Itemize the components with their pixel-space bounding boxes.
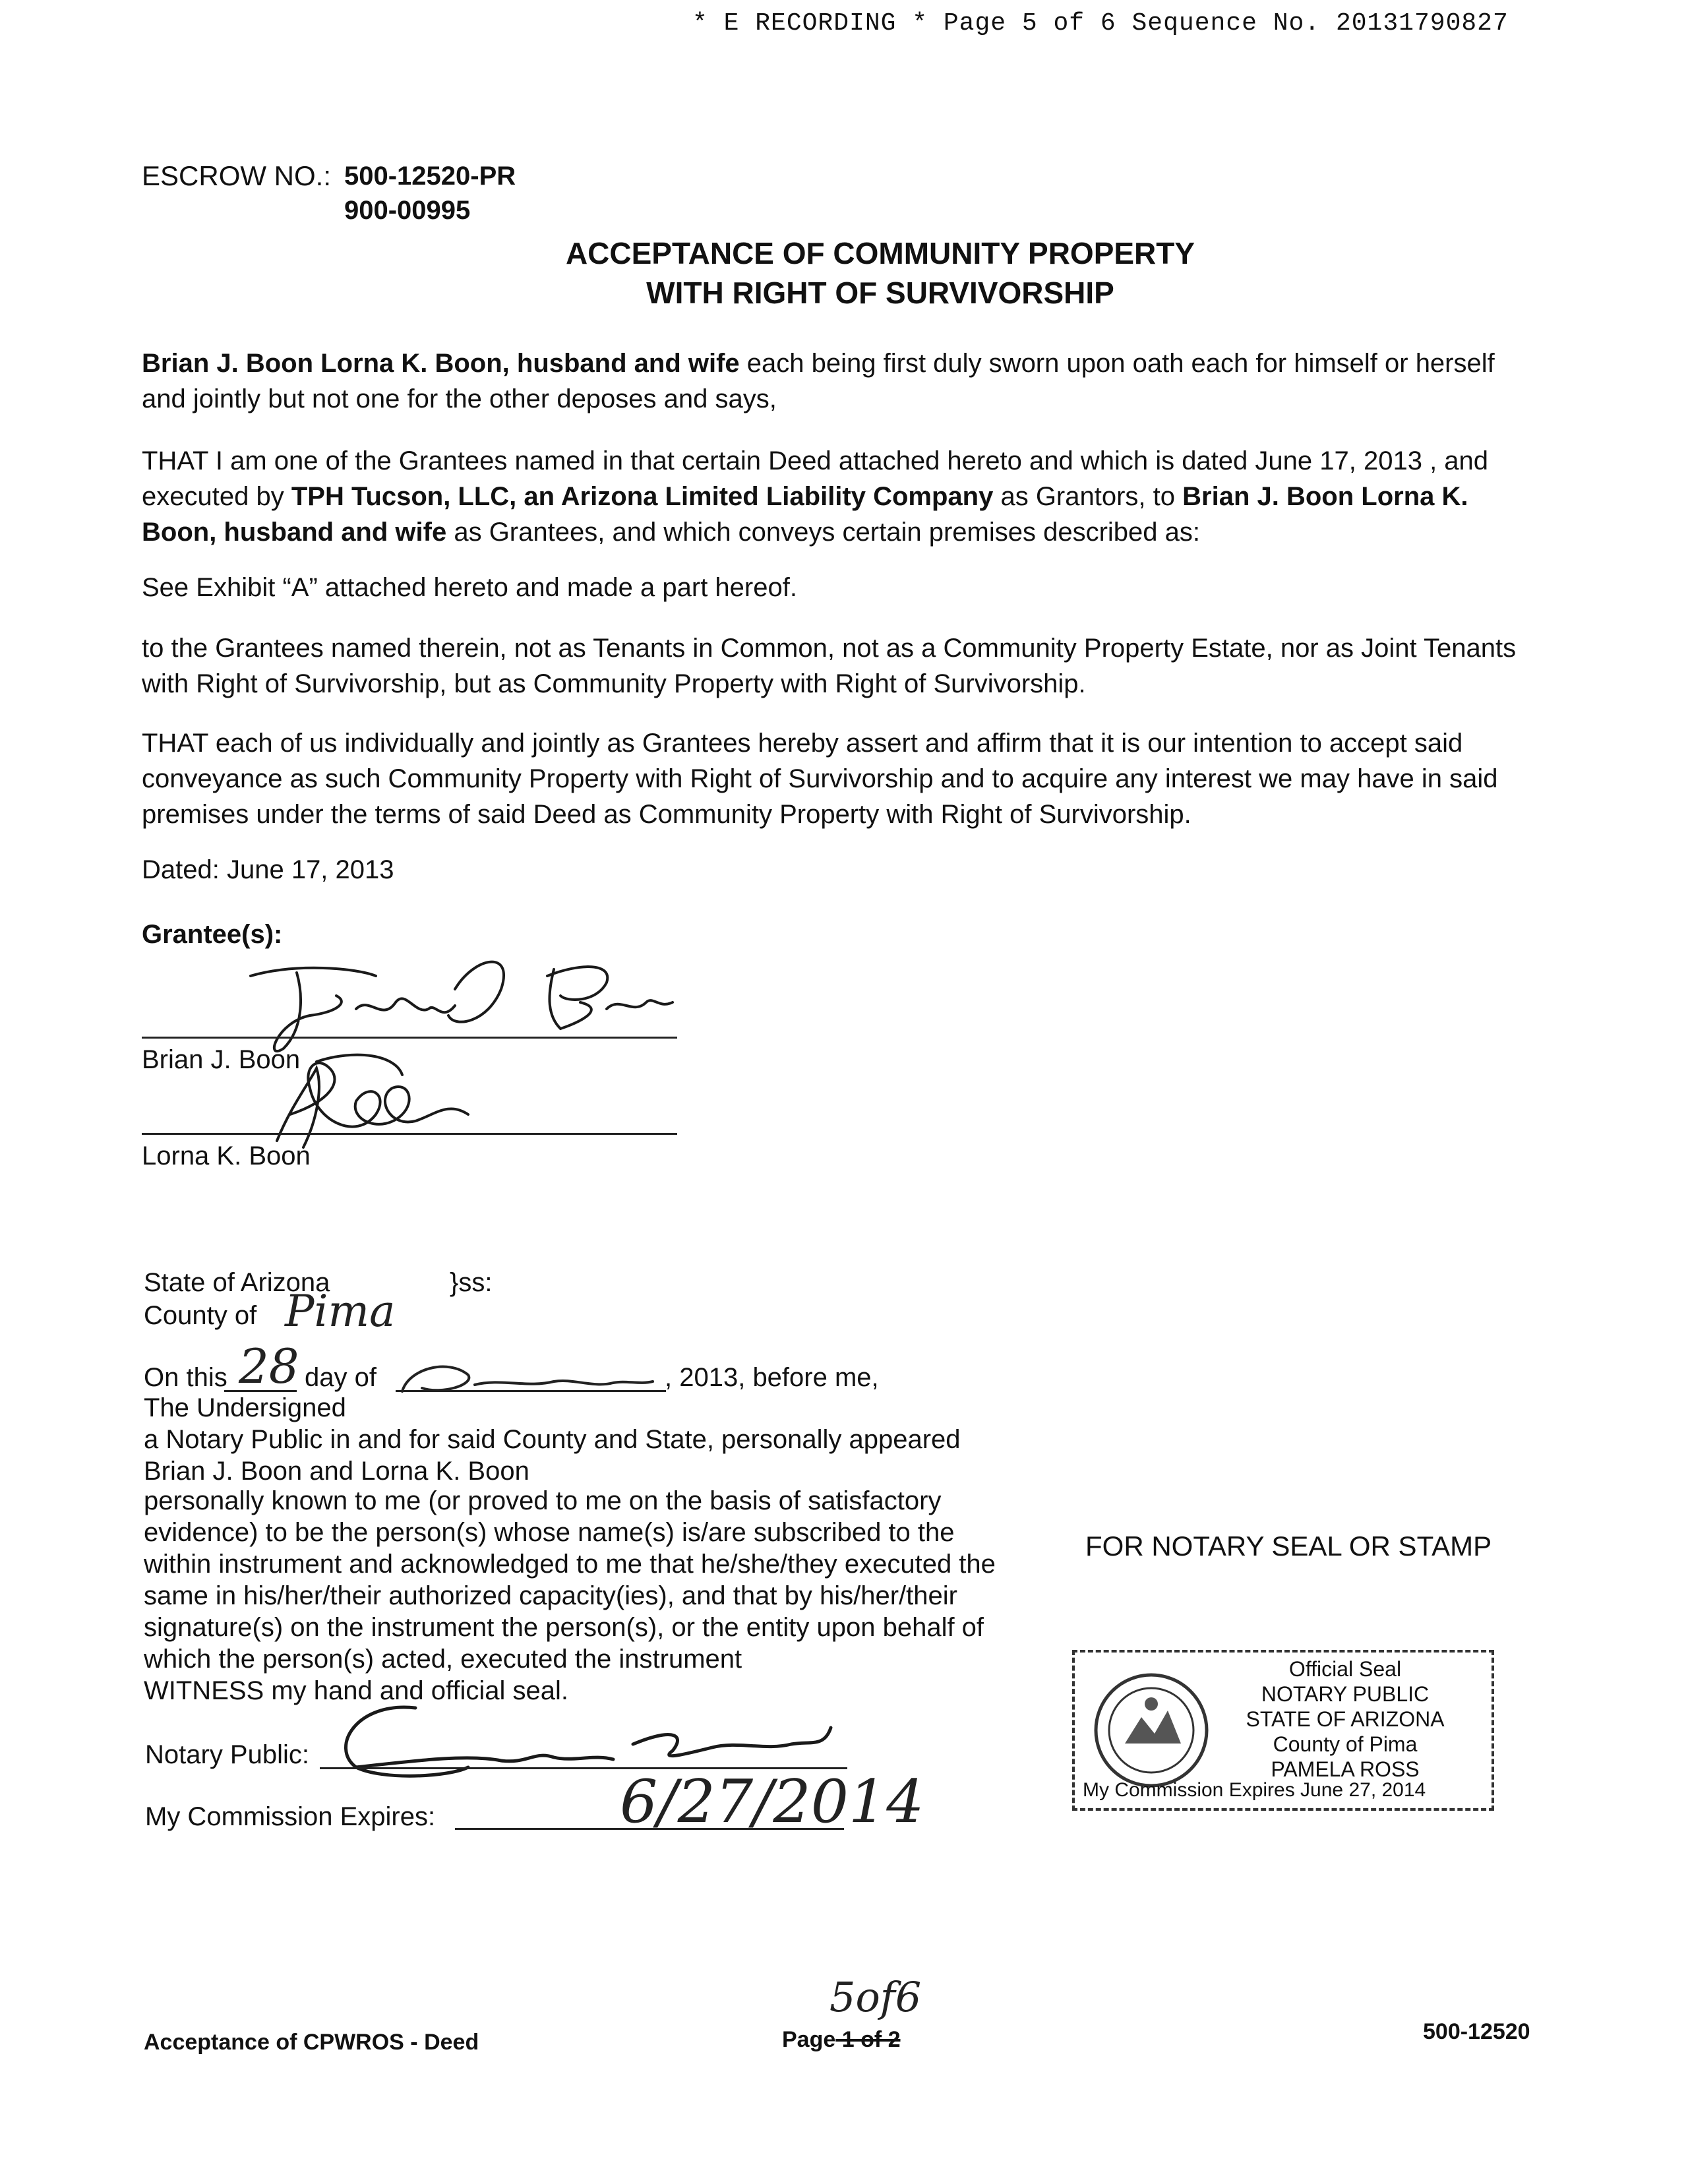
paragraph-affirm: THAT each of us individually and jointly as Grantees hereby assert and affirm that it is our intention to accept said conveyance as such Community Property with Right of Survivorship and to acquire any interest we may have in said premises under the terms of said Deed as Community Property with Right of Survivorship.: [142, 729, 1498, 829]
paragraph-exhibit: See Exhibit “A” attached hereto and made a part hereof.: [142, 573, 797, 602]
seal-heading: FOR NOTARY SEAL OR STAMP: [1085, 1531, 1492, 1562]
notary-appeared-line: a Notary Public in and for said County and State, personally appeared: [144, 1425, 961, 1454]
seal-line: Official Seal: [1288, 1657, 1402, 1681]
signer-name-brian: Brian J. Boon: [142, 1045, 301, 1074]
footer-page-prefix: Page: [782, 2027, 836, 2052]
notary-body-line: evidence) to be the person(s) whose name(s) is/are subscribed to the: [144, 1518, 955, 1547]
escrow-number-secondary: 900-00995: [344, 196, 471, 225]
notary-body-line: signature(s) on the instrument the person(s), or the entity upon behalf of: [144, 1613, 984, 1642]
notary-seal-stamp: [1072, 1650, 1494, 1811]
footer-page-struck: 1 of 2: [835, 2027, 901, 2052]
grantor-name-bold: TPH Tucson, LLC, an Arizona Limited Liability Company: [291, 482, 994, 511]
notary-day-handwritten: 28: [239, 1339, 299, 1394]
arizona-state-seal-icon: [1092, 1671, 1211, 1790]
handwritten-page-number: 5of6: [829, 1973, 922, 2021]
grantees-heading: Grantee(s):: [142, 920, 283, 949]
seal-commission-line: My Commission Expires June 27, 2014: [1083, 1779, 1426, 1801]
commission-expires-line: [455, 1828, 844, 1830]
commission-expires-label: My Commission Expires:: [145, 1802, 436, 1831]
signature-line-brian: [142, 1037, 677, 1039]
notary-body-line: personally known to me (or proved to me on the basis of satisfactory: [144, 1486, 942, 1515]
notary-state: State of Arizona: [144, 1268, 330, 1297]
commission-expires-handwritten: 6/27/2014: [620, 1767, 924, 1836]
escrow-label: ESCROW NO.:: [142, 160, 332, 191]
notary-year-text: , 2013, before me,: [665, 1363, 879, 1392]
notary-month-scribble: [396, 1355, 659, 1401]
notary-public-label: Notary Public:: [145, 1740, 309, 1769]
notary-ss: }ss:: [450, 1268, 493, 1297]
footer-right: 500-12520: [1423, 2019, 1530, 2044]
notary-county-handwritten: Pima: [285, 1286, 396, 1337]
dated-line: Dated: June 17, 2013: [142, 855, 394, 884]
paragraph-deposes-text: each being first duly sworn upon oath each for himself or herself and jointly but not one for the other deposes and says,: [142, 349, 1495, 413]
notary-undersigned: The Undersigned: [144, 1393, 346, 1422]
signature-line-lorna: [142, 1133, 677, 1135]
signer-name-lorna: Lorna K. Boon: [142, 1141, 311, 1170]
paragraph-deposes: [142, 346, 1526, 417]
grantee-name-bold: Brian J. Boon Lorna K. Boon, husband and wife: [142, 482, 1468, 547]
notary-on-this: On this: [144, 1363, 227, 1392]
grantees-names-bold: Brian J. Boon Lorna K. Boon, husband and wife: [142, 349, 740, 378]
notary-month-blank: [396, 1390, 666, 1392]
seal-line: County of Pima: [1273, 1732, 1418, 1756]
footer-page: [782, 2027, 901, 2053]
recording-header: * E RECORDING * Page 5 of 6 Sequence No. 20131790827: [692, 9, 1509, 38]
seal-line: PAMELA ROSS: [1271, 1757, 1420, 1781]
seal-text-block: [1207, 1656, 1484, 1782]
footer-left: Acceptance of CPWROS - Deed: [144, 2030, 479, 2055]
notary-body-line: within instrument and acknowledged to me that he/she/they executed the: [144, 1550, 996, 1579]
paragraph-grantees-named: [142, 443, 1526, 550]
notary-county-label: County of: [144, 1301, 257, 1330]
paragraph-tenancy: to the Grantees named therein, not as Tenants in Common, not as a Community Property Estate, nor as Joint Tenants with Right of Survivorship, but as Community Property with Right of Survivorship.: [142, 634, 1517, 698]
document-title: [0, 233, 1688, 313]
notary-acknowledgment-body: [144, 1485, 996, 1707]
notary-body-line: which the person(s) acted, executed the instrument: [144, 1645, 742, 1674]
seal-line: STATE OF ARIZONA: [1246, 1707, 1445, 1731]
title-line-1: ACCEPTANCE OF COMMUNITY PROPERTY: [565, 236, 1195, 270]
notary-day-of: day of: [305, 1363, 377, 1392]
notary-body-line: WITNESS my hand and official seal.: [144, 1676, 568, 1705]
notary-body-line: same in his/her/their authorized capacity(ies), and that by his/her/their: [144, 1581, 957, 1610]
paragraph-grantees-text-e: as Grantees, and which conveys certain premises described as:: [446, 518, 1200, 547]
escrow-number-primary: 500-12520-PR: [344, 162, 516, 191]
paragraph-grantees-text-a: THAT I am one of the Grantees named in that certain Deed attached hereto and which is dated June 17, 2013 , and executed by: [142, 446, 1489, 511]
title-line-2: WITH RIGHT OF SURVIVORSHIP: [646, 276, 1114, 310]
seal-line: NOTARY PUBLIC: [1261, 1682, 1430, 1706]
notary-appeared-names: Brian J. Boon and Lorna K. Boon: [144, 1457, 529, 1486]
paragraph-grantees-text-c: as Grantors, to: [993, 482, 1183, 511]
